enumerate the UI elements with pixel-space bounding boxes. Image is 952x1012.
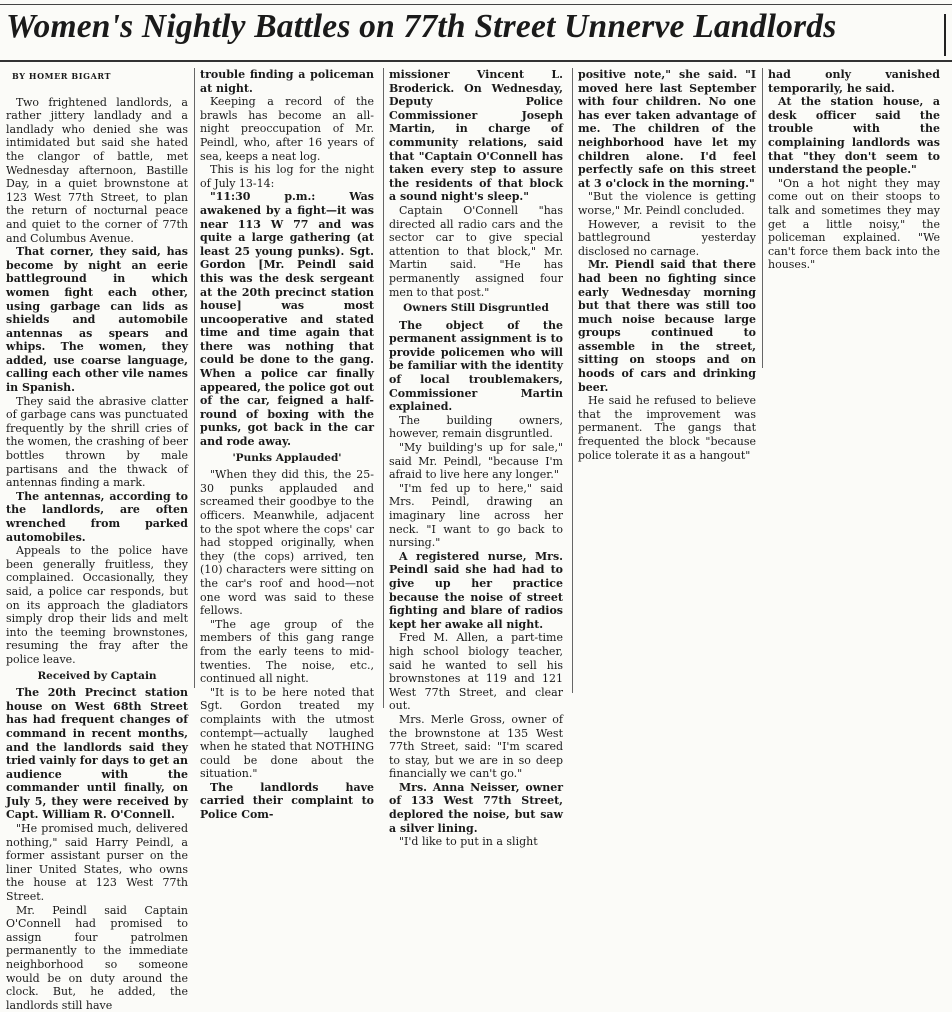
column-5 xyxy=(768,68,940,272)
subheading: 'Punks Applauded' xyxy=(232,451,342,464)
paragraph: "11:30 p.m.: Was awakened by a fight—it was near 113 W 77 and was quite a large gathering (at least 25 young punks). Sgt. Gordon [Mr. Peindl said this was the desk sergeant at the 20th precinct station house] was most uncooperative and stated time and time again that there was nothing that could be done to the gang. When a police car finally appeared, the police got out of the car, feigned a half-round of boxing with the punks, got back in the car and rode away. xyxy=(200,190,374,449)
headline-bracket xyxy=(944,14,946,56)
column-1 xyxy=(6,68,188,1012)
paragraph: missioner Vincent L. Broderick. On Wednesday, Deputy Police Commissioner Joseph Martin, in charge of community relations, said that "Captain O'Connell has taken every step to assure the residents of that block a sound night's sleep." xyxy=(389,68,563,204)
paragraph: They said the abrasive clatter of garbage cans was punctuated frequently by the shrill cries of the women, the crashing of beer bottles thrown by male partisans and the thwack of antennas finding a mark. xyxy=(6,394,188,490)
paragraph: had only vanished temporarily, he said. xyxy=(768,68,940,95)
paragraph: Mrs. Anna Neisser, owner of 133 West 77th Street, deplored the noise, but saw a silver lining. xyxy=(389,780,563,835)
subheading: Owners Still Disgruntled xyxy=(403,302,549,315)
paragraph: Mr. Peindl said Captain O'Connell had promised to assign four patrolmen permanently to the immediate neighborhood so someone would be on duty around the clock. But, he added, the landlords still have xyxy=(6,903,188,1012)
paragraph: Captain O'Connell "has directed all radio cars and the sector car to give special attention to that block," Mr. Martin said. "He has permanently assigned four men to that post." xyxy=(389,203,563,299)
paragraph: That corner, they said, has become by night an eerie battleground in which women fight each other, using garbage can lids as shields and automobile antennas as spears and whips. The women, they added, use coarse language, calling each other vile names in Spanish. xyxy=(6,245,188,395)
paragraph: "It is to be here noted that Sgt. Gordon treated my complaints with the utmost contempt—actually laughed when he stated that NOTHING could be done about the situation." xyxy=(200,685,374,781)
paragraph: Appeals to the police have been generally fruitless, they complained. Occasionally, they said, a police car responds, but on its approach the gladiators simply drop their lids and melt into the teeming brownstones, resuming the fray after the police leave. xyxy=(6,544,188,666)
paragraph: "But the violence is getting worse," Mr. Peindl concluded. xyxy=(578,190,756,217)
paragraph: This is his log for the night of July 13-14: xyxy=(200,163,374,190)
paragraph: "I'd like to put in a slight xyxy=(399,835,538,849)
headline-top-rule xyxy=(0,4,952,5)
column-3 xyxy=(389,68,563,849)
paragraph: Two frightened landlords, a rather jittery landlady and a landlady who denied she was intimidated but said she hated the clangor of battle, met Wednesday afternoon, Bastille Day, in a quiet brownstone at 123 West 77th Street, to plan the return of nocturnal peace and quiet to the corner of 77th and Columbus Avenue. xyxy=(6,95,188,245)
headline-rule xyxy=(0,60,952,62)
paragraph: Mr. Piendl said that there had been no fighting since early Wednesday morning but that there was still too much noise because large groups continued to assemble in the street, sitting on stoops and on hoods of cars and drinking beer. xyxy=(578,258,756,394)
column-rule xyxy=(572,68,573,693)
paragraph: The building owners, however, remain disgruntled. xyxy=(389,413,563,441)
paragraph: The 20th Precinct station house on West 68th Street has had frequent changes of command in recent months, and the landlords said they tried vainly for days to get an audience with the commander until finally, on July 5, they were received by Capt. William R. O'Connell. xyxy=(6,686,188,822)
paragraph: Keeping a record of the brawls has become an all-night preoccupation of Mr. Peindl, who, after 16 years of sea, keeps a neat log. xyxy=(200,95,374,163)
paragraph: trouble finding a policeman at night. xyxy=(200,68,374,95)
column-rule xyxy=(762,68,763,368)
column-rule xyxy=(383,68,384,708)
paragraph: However, a revisit to the battleground yesterday disclosed no carnage. xyxy=(578,217,756,258)
paragraph: Mrs. Merle Gross, owner of the brownstone at 135 West 77th Street, said: "I'm scared to stay, but we are in so deep financially we can't go." xyxy=(389,712,563,781)
paragraph: He said he refused to believe that the improvement was permanent. The gangs that frequented the block "because police tolerate it as a hangout" xyxy=(578,394,756,462)
headline: Women's Nightly Battles on 77th Street Unnerve Landlords xyxy=(6,8,837,45)
byline: BY HOMER BIGART xyxy=(12,71,112,81)
paragraph: The landlords have carried their complaint to Police Com- xyxy=(200,780,374,822)
paragraph: "The age group of the members of this gang range from the early teens to mid-twenties. The noise, etc., continued all night. xyxy=(200,617,374,686)
paragraph: "My building's up for sale," said Mr. Peindl, "because I'm afraid to live here any longer." xyxy=(389,441,563,482)
paragraph: positive note," she said. "I moved here last September with four children. No one has ever taken advantage of me. The children of the neighborhood have let my children alone. I'd feel perfectly safe on this street at 3 o'clock in the morning." xyxy=(578,68,756,190)
paragraph: "On a hot night they may come out on their stoops to talk and sometimes they may get a little noisy," the policeman explained. "We can't force them back into the houses." xyxy=(768,176,940,272)
paragraph: A registered nurse, Mrs. Peindl said she had had to give up her practice because the noise of street fighting and blare of radios kept her awake all night. xyxy=(389,549,563,631)
paragraph: "I'm fed up to here," said Mrs. Peindl, drawing an imaginary line across her neck. "I want to go back to nursing." xyxy=(389,481,563,550)
paragraph: The antennas, according to the landlords, are often wrenched from parked automobiles. xyxy=(6,489,188,544)
subheading: Received by Captain xyxy=(37,669,157,682)
paragraph: At the station house, a desk officer said the trouble with the complaining landlords was that "they don't seem to understand the people." xyxy=(768,95,940,177)
paragraph: "He promised much, delivered nothing," said Harry Peindl, a former assistant purser on the liner United States, who owns the house at 123 West 77th Street. xyxy=(6,822,188,904)
paragraph: Fred M. Allen, a part-time high school biology teacher, said he wanted to sell his brownstones at 119 and 121 West 77th Street, and clear out. xyxy=(389,631,563,713)
column-2 xyxy=(200,68,374,822)
paragraph: "When they did this, the 25-30 punks applauded and screamed their goodbye to the officers. Meanwhile, adjacent to the spot where the cops' car had stopped originally, when they (the cops) arrived, ten (10) characters were sitting on the car's roof and hood—not one word was said to these fellows. xyxy=(200,468,374,618)
column-rule xyxy=(194,68,195,688)
column-4 xyxy=(578,68,756,462)
paragraph: The object of the permanent assignment is to provide policemen who will be familiar with the identity of local troublemakers, Commissioner Martin explained. xyxy=(389,318,563,414)
headline-banner xyxy=(0,0,952,66)
